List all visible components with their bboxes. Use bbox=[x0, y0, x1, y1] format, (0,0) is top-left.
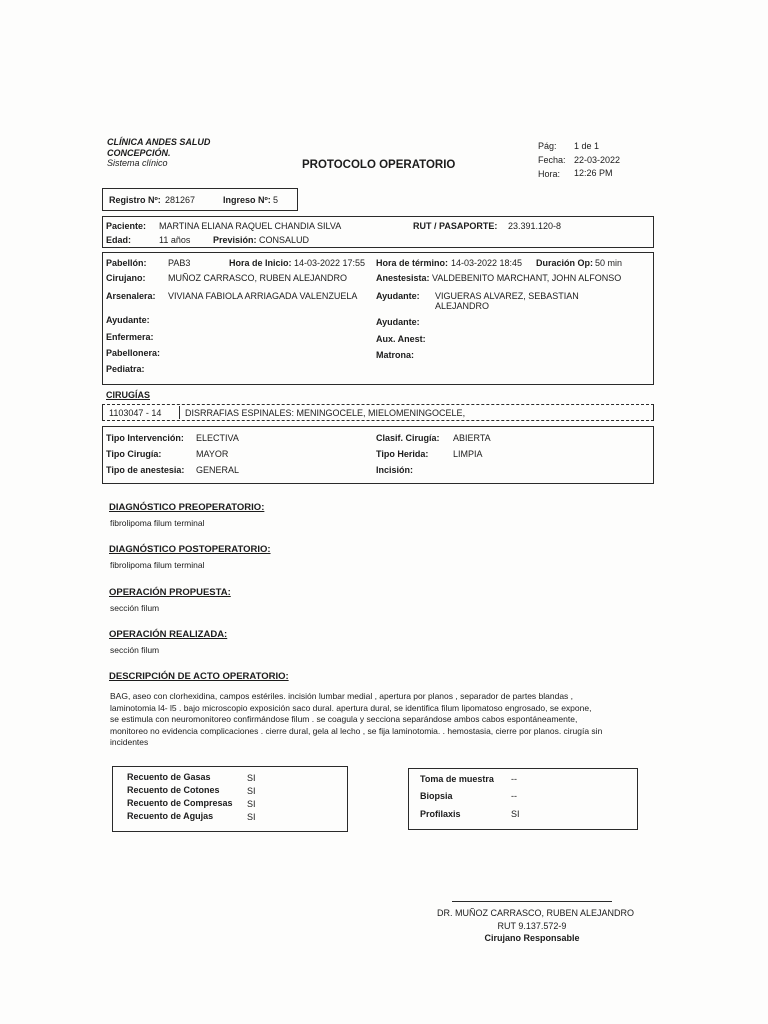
pediatra-label: Pediatra: bbox=[106, 364, 145, 374]
descripcion-line-5: incidentes bbox=[110, 737, 149, 747]
descripcion-line-4: monitoreo no evidencia complicaciones . cierre dural, gela al lecho , se fija laminotomia. . hemostasia, cierre por planos. cirugía sin bbox=[110, 725, 603, 736]
agujas-value: SI bbox=[247, 812, 256, 822]
registro-value: 281267 bbox=[165, 195, 196, 205]
pabellon-value: PAB3 bbox=[168, 258, 191, 268]
cirugia-code: 1103047 - 14 bbox=[109, 408, 162, 418]
descripcion-title: DESCRIPCIÓN DE ACTO OPERATORIO: bbox=[109, 671, 289, 682]
anestesista-value: VALDEBENITO MARCHANT, JOHN ALFONSO bbox=[432, 273, 622, 283]
cirugias-title: CIRUGÍAS bbox=[106, 390, 151, 400]
propuesta-text: sección filum bbox=[110, 603, 160, 613]
time-label: Hora: bbox=[538, 169, 561, 179]
compresas-label: Recuento de Compresas bbox=[127, 798, 233, 808]
inicio-label: Hora de Inicio: bbox=[229, 258, 292, 268]
cirugia-divider bbox=[179, 406, 180, 419]
cotones-value: SI bbox=[247, 786, 256, 796]
biopsia-label: Biopsia bbox=[420, 791, 453, 801]
time-value: 12:26 PM bbox=[574, 168, 613, 178]
patient-box bbox=[102, 216, 654, 248]
anestesista-label: Anestesista: bbox=[376, 273, 430, 283]
date-label: Fecha: bbox=[538, 155, 566, 165]
clasif-cirugia-label: Clasif. Cirugía: bbox=[376, 433, 440, 443]
descripcion-line-1: BAG, aseo con clorhexidina, campos estériles. incisión lumbar medial , apertura por planos , separador de partes blandas , bbox=[110, 691, 574, 701]
clinic-city: CONCEPCIÓN. bbox=[107, 148, 171, 158]
descripcion-line-2: laminotomia l4- l5 . bajo microscopio exposición saco dural. apertura dural, se identifica filum lipomatoso engrosado, se expone, bbox=[110, 702, 592, 713]
rut-value: 23.391.120-8 bbox=[508, 221, 562, 231]
prevision-value: CONSALUD bbox=[259, 235, 310, 245]
tipo-cirugia-label: Tipo Cirugía: bbox=[106, 449, 162, 459]
signature-name: DR. MUÑOZ CARRASCO, RUBEN ALEJANDRO bbox=[437, 908, 635, 918]
cirujano-value: MUÑOZ CARRASCO, RUBEN ALEJANDRO bbox=[168, 273, 348, 283]
biopsia-value: -- bbox=[511, 791, 517, 801]
prevision-label: Previsión: bbox=[213, 235, 257, 245]
signature-rut: RUT 9.137.572-9 bbox=[497, 921, 567, 931]
descripcion-body bbox=[110, 691, 630, 749]
cotones-label: Recuento de Cotones bbox=[127, 785, 220, 795]
toma-muestra-label: Toma de muestra bbox=[420, 774, 494, 784]
aux-anest-label: Aux. Anest: bbox=[376, 334, 426, 344]
ingreso-label: Ingreso Nº: bbox=[223, 195, 271, 205]
clinic-name: CLÍNICA ANDES SALUD bbox=[107, 137, 211, 147]
ayudante-right-label: Ayudante: bbox=[376, 317, 420, 327]
signature-line bbox=[452, 901, 612, 902]
tipo-herida-label: Tipo Herida: bbox=[376, 449, 429, 459]
document-title: PROTOCOLO OPERATORIO bbox=[302, 159, 456, 171]
clinic-system: Sistema clínico bbox=[107, 158, 168, 168]
registro-box bbox=[102, 188, 298, 211]
muestras-box bbox=[408, 768, 638, 830]
cirugia-description: DISRRAFIAS ESPINALES: MENINGOCELE, MIELOMENINGOCELE, bbox=[185, 408, 466, 418]
duracion-label: Duración Op: bbox=[536, 258, 594, 268]
edad-label: Edad: bbox=[106, 235, 132, 245]
ayudante-label: Ayudante: bbox=[376, 291, 420, 301]
tipo-box bbox=[102, 426, 654, 484]
inicio-value: 14-03-2022 17:55 bbox=[294, 258, 366, 268]
edad-value: 11 años bbox=[159, 235, 191, 245]
gasas-value: SI bbox=[247, 773, 256, 783]
descripcion-line-3: se estimula con neuromonitoreo confirmándose filum . se coagula y secciona separándose ambos cabos espontáneamente, bbox=[110, 714, 578, 724]
pabellonera-label: Pabellonera: bbox=[106, 348, 161, 358]
paciente-value: MARTINA ELIANA RAQUEL CHANDIA SILVA bbox=[159, 221, 342, 231]
paciente-label: Paciente: bbox=[106, 221, 147, 231]
ayudante-left-label: Ayudante: bbox=[106, 315, 150, 325]
matrona-label: Matrona: bbox=[376, 350, 414, 360]
clasif-cirugia-value: ABIERTA bbox=[453, 433, 491, 443]
page-value: 1 de 1 bbox=[574, 141, 600, 151]
tipo-anestesia-label: Tipo de anestesia: bbox=[106, 465, 185, 475]
propuesta-title: OPERACIÓN PROPUESTA: bbox=[109, 587, 231, 598]
profilaxis-value: SI bbox=[511, 809, 520, 819]
agujas-label: Recuento de Agujas bbox=[127, 811, 214, 821]
toma-muestra-value: -- bbox=[511, 774, 517, 784]
gasas-label: Recuento de Gasas bbox=[127, 772, 211, 782]
cirujano-label: Cirujano: bbox=[106, 273, 146, 283]
postop-text: fibrolipoma filum terminal bbox=[110, 560, 205, 570]
ingreso-value: 5 bbox=[273, 195, 279, 205]
duracion-value: 50 min bbox=[595, 258, 623, 268]
arsenalera-label: Arsenalera: bbox=[106, 291, 156, 301]
ayudante-value-line1: VIGUERAS ALVAREZ, SEBASTIAN bbox=[435, 291, 579, 301]
tipo-anestesia-value: GENERAL bbox=[196, 465, 240, 475]
tipo-herida-value: LIMPIA bbox=[453, 449, 483, 459]
preop-title: DIAGNÓSTICO PREOPERATORIO: bbox=[109, 502, 265, 513]
enfermera-label: Enfermera: bbox=[106, 332, 154, 342]
tipo-intervencion-label: Tipo Intervención: bbox=[106, 433, 184, 443]
rut-label: RUT / PASAPORTE: bbox=[413, 221, 498, 231]
surgical-team-box bbox=[102, 252, 654, 385]
tipo-cirugia-value: MAYOR bbox=[196, 449, 229, 459]
compresas-value: SI bbox=[247, 799, 256, 809]
ayudante-value-line2: ALEJANDRO bbox=[435, 301, 490, 311]
page-label: Pág: bbox=[538, 141, 557, 151]
postop-title: DIAGNÓSTICO POSTOPERATORIO: bbox=[109, 544, 271, 555]
signature-role: Cirujano Responsable bbox=[484, 933, 580, 943]
termino-value: 14-03-2022 18:45 bbox=[451, 258, 523, 268]
incision-label: Incisión: bbox=[376, 465, 414, 475]
tipo-intervencion-value: ELECTIVA bbox=[196, 433, 239, 443]
realizada-text: sección filum bbox=[110, 645, 160, 655]
date-value: 22-03-2022 bbox=[574, 155, 621, 165]
realizada-title: OPERACIÓN REALIZADA: bbox=[109, 629, 228, 640]
cirugia-row bbox=[102, 404, 654, 421]
pabellon-label: Pabellón: bbox=[106, 258, 147, 268]
termino-label: Hora de término: bbox=[376, 258, 449, 268]
profilaxis-label: Profilaxis bbox=[420, 809, 461, 819]
recuento-box bbox=[112, 766, 348, 832]
arsenalera-value: VIVIANA FABIOLA ARRIAGADA VALENZUELA bbox=[168, 291, 358, 301]
registro-label: Registro Nº: bbox=[109, 195, 161, 205]
preop-text: fibrolipoma filum terminal bbox=[110, 518, 205, 528]
